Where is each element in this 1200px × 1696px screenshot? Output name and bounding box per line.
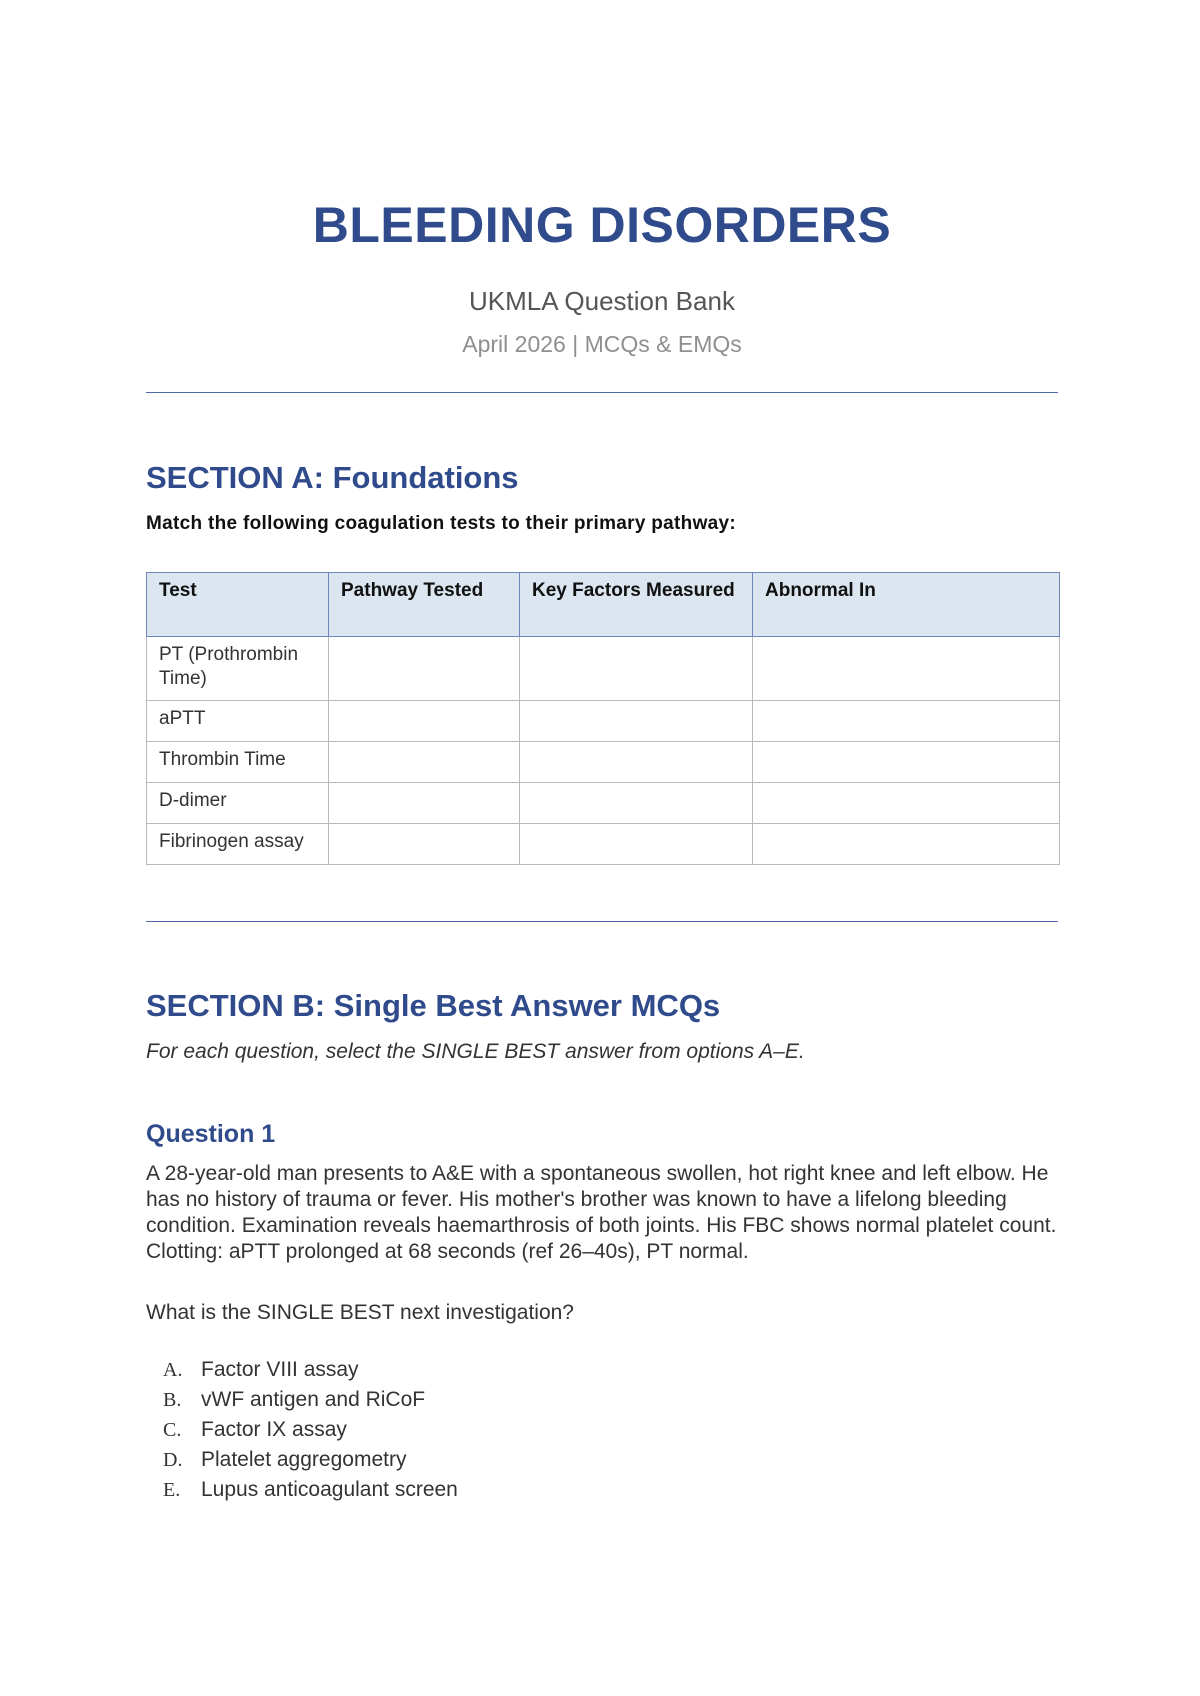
option-text: vWF antigen and RiCoF [201,1388,426,1411]
table-row [147,701,1060,742]
table-cell[interactable] [753,783,1060,824]
table-cell[interactable] [520,637,753,701]
answer-option-d[interactable] [146,1448,746,1478]
option-text: Factor IX assay [201,1418,347,1441]
table-header-row [147,573,1060,637]
table-cell[interactable] [753,742,1060,783]
document-title: BLEEDING DISORDERS [312,197,892,253]
answer-option-e[interactable] [146,1478,746,1508]
table-cell: aPTT [147,701,329,742]
document-subtitle: UKMLA Question Bank [469,286,735,316]
section-a-instruction: Match the following coagulation tests to their primary pathway: [146,513,737,534]
table-row [147,742,1060,783]
answer-option-b[interactable] [146,1388,746,1418]
option-letter: A. [163,1359,183,1381]
section-b-intro: For each question, select the SINGLE BEST answer from options A–E. [146,1040,805,1063]
table-cell[interactable] [329,637,520,701]
table-cell[interactable] [520,742,753,783]
table-cell[interactable] [520,701,753,742]
table-cell[interactable] [753,637,1060,701]
question-lead-in: What is the SINGLE BEST next investigation? [146,1301,574,1324]
header-key-factors: Key Factors Measured [520,573,753,637]
table-row [147,783,1060,824]
table-row [147,637,1060,701]
option-text: Platelet aggregometry [201,1448,407,1471]
table-row [147,824,1060,865]
table-cell[interactable] [329,701,520,742]
question-stem: A 28-year-old man presents to A&E with a spontaneous swollen, hot right knee and left elbow. He has no history of trauma or fever. His mother's brother was known to have a lifelong bleeding condition. Examination reveals haemarthrosis of both joints. His FBC shows normal platelet count. Clotting: aPTT prolonged at 68 seconds (ref 26–40s), PT normal. [146,1162,1057,1263]
option-letter: E. [163,1479,181,1501]
option-letter: C. [163,1419,182,1441]
table-cell[interactable] [753,701,1060,742]
answer-option-a[interactable] [146,1358,746,1388]
table-cell: Fibrinogen assay [147,824,329,865]
option-letter: B. [163,1389,182,1411]
table-cell[interactable] [329,742,520,783]
table-cell: D-dimer [147,783,329,824]
section-b-heading: SECTION B: Single Best Answer MCQs [146,988,721,1023]
answer-options [146,1358,746,1508]
table-cell[interactable] [520,824,753,865]
section-a-heading: SECTION A: Foundations [146,460,519,495]
option-text: Factor VIII assay [201,1358,359,1381]
table-cell: Thrombin Time [147,742,329,783]
table-cell[interactable] [753,824,1060,865]
header-pathway-tested: Pathway Tested [329,573,520,637]
table-cell: PT (Prothrombin Time) [147,637,329,701]
question-heading: Question 1 [146,1120,276,1148]
divider-rule [146,921,1058,922]
coagulation-tests-table [146,572,1060,865]
table-cell[interactable] [520,783,753,824]
option-text: Lupus anticoagulant screen [201,1478,458,1501]
answer-option-c[interactable] [146,1418,746,1448]
header-abnormal-in: Abnormal In [753,573,1060,637]
table-cell[interactable] [329,824,520,865]
option-letter: D. [163,1449,183,1471]
table-cell[interactable] [329,783,520,824]
divider-rule [146,392,1058,393]
header-test: Test [147,573,329,637]
document-meta: April 2026 | MCQs & EMQs [462,331,742,357]
